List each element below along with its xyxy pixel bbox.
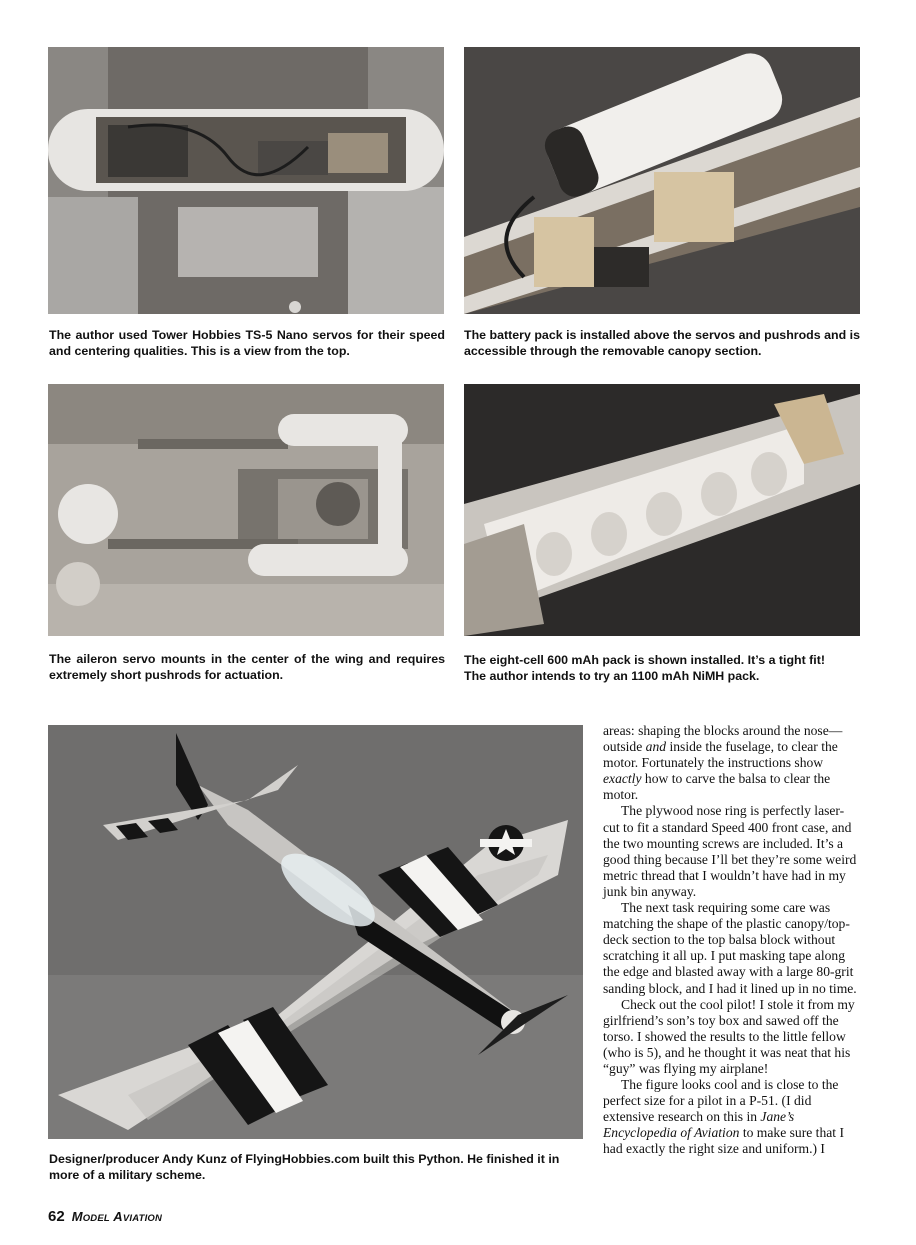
caption-p51-python: Designer/producer Andy Kunz of FlyingHobbies.com built this Python. He finished it in more of a military scheme. bbox=[49, 1152, 560, 1182]
photo-aileron-servo bbox=[48, 384, 444, 636]
article-paragraph-3: The next task requiring some care was matching the shape of the plastic canopy/top-deck section to the top balsa block without scratching it all up. I put masking tape along the edge and blasted away with a large 80-grit sanding block, and I had it lined up in no time. bbox=[603, 900, 857, 996]
caption-battery-above-servos: The battery pack is installed above the servos and pushrods and is accessible through the removable canopy section. bbox=[464, 328, 860, 358]
article-paragraph-5: The figure looks cool and is close to the perfect size for a pilot in a P-51. (I did extensive research on this in Jane’s Encyclopedia of Aviation to make sure that I had exactly the right size and uniform.) I bbox=[603, 1077, 844, 1157]
caption-aileron-servo: The aileron servo mounts in the center of the wing and requires extremely short pushrods for actuation. bbox=[49, 652, 445, 682]
photo-servo-bay bbox=[48, 47, 444, 314]
photo-p51-python bbox=[48, 725, 583, 1139]
page-number: 62 bbox=[48, 1208, 65, 1225]
caption-battery-installed-line1: The eight-cell 600 mAh pack is shown installed. It’s a tight fit! bbox=[464, 653, 825, 667]
article-text-column bbox=[603, 723, 860, 1158]
caption-battery-installed bbox=[464, 653, 864, 684]
article-paragraph-4: Check out the cool pilot! I stole it from my girlfriend’s son’s toy box and sawed off the torso. I showed the results to the little fellow (who is 5), and he thought it was neat that his “guy” was flying my airplane! bbox=[603, 996, 855, 1076]
caption-servo-bay: The author used Tower Hobbies TS-5 Nano servos for their speed and centering qualities. This is a view from the top. bbox=[49, 328, 445, 358]
photo-battery-above-servos bbox=[464, 47, 860, 314]
article-paragraph-2: The plywood nose ring is perfectly laser-cut to fit a standard Speed 400 front case, and the two mounting screws are included. It’s a good thing because I’ll bet they’re some weird metric thread that I wouldn’t have had in my junk bin anyway. bbox=[603, 803, 857, 899]
magazine-name: MODEL AVIATION bbox=[71, 1209, 163, 1224]
page-footer bbox=[48, 1208, 162, 1225]
caption-battery-installed-line2: The author intends to try an 1100 mAh NiMH pack. bbox=[464, 668, 760, 683]
article-paragraph-1: areas: shaping the blocks around the nose—outside and inside the fuselage, to clear the motor. Fortunately the instructions show exactly how to carve the balsa to clear the motor. bbox=[603, 723, 843, 803]
photo-battery-installed bbox=[464, 384, 860, 636]
